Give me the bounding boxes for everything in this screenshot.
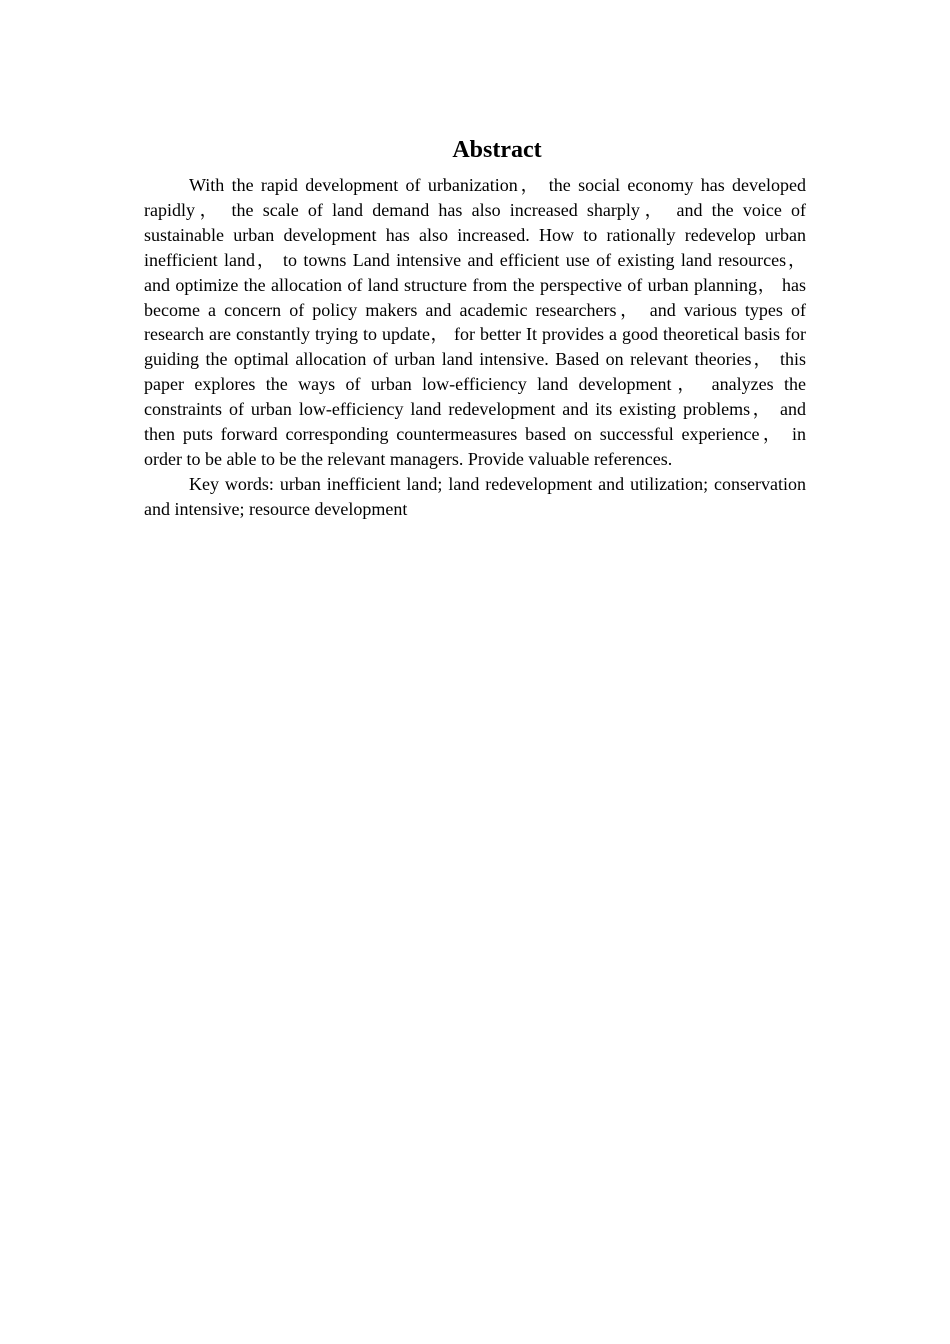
keywords-line: Key words: urban inefficient land; land redevelopment and utilization; conservation and intensive; resource development	[144, 473, 806, 519]
abstract-heading: Abstract	[452, 137, 542, 163]
abstract-body: With the rapid development of urbanization， the social economy has developed rapidly， the scale of land demand has also increased sharply， and the voice of sustainable urban development has also increased. How to rationally redevelop urban inefficient land， to towns Land intensive and efficient use of existing land resources， and optimize the allocation of land structure from the perspective of urban planning， has become a concern of policy makers and academic researchers， and various types of research are constantly trying to update， for better It provides a good theoretical basis for guiding the optimal allocation of urban land intensive. Based on relevant theories， this paper explores the ways of urban low-efficiency land development， analyzes the constraints of urban low-efficiency land redevelopment and its existing problems， and then puts forward corresponding countermeasures based on successful experience， in order to be able to be the relevant managers. Provide valuable references.	[144, 175, 806, 469]
abstract-section	[144, 133, 806, 522]
